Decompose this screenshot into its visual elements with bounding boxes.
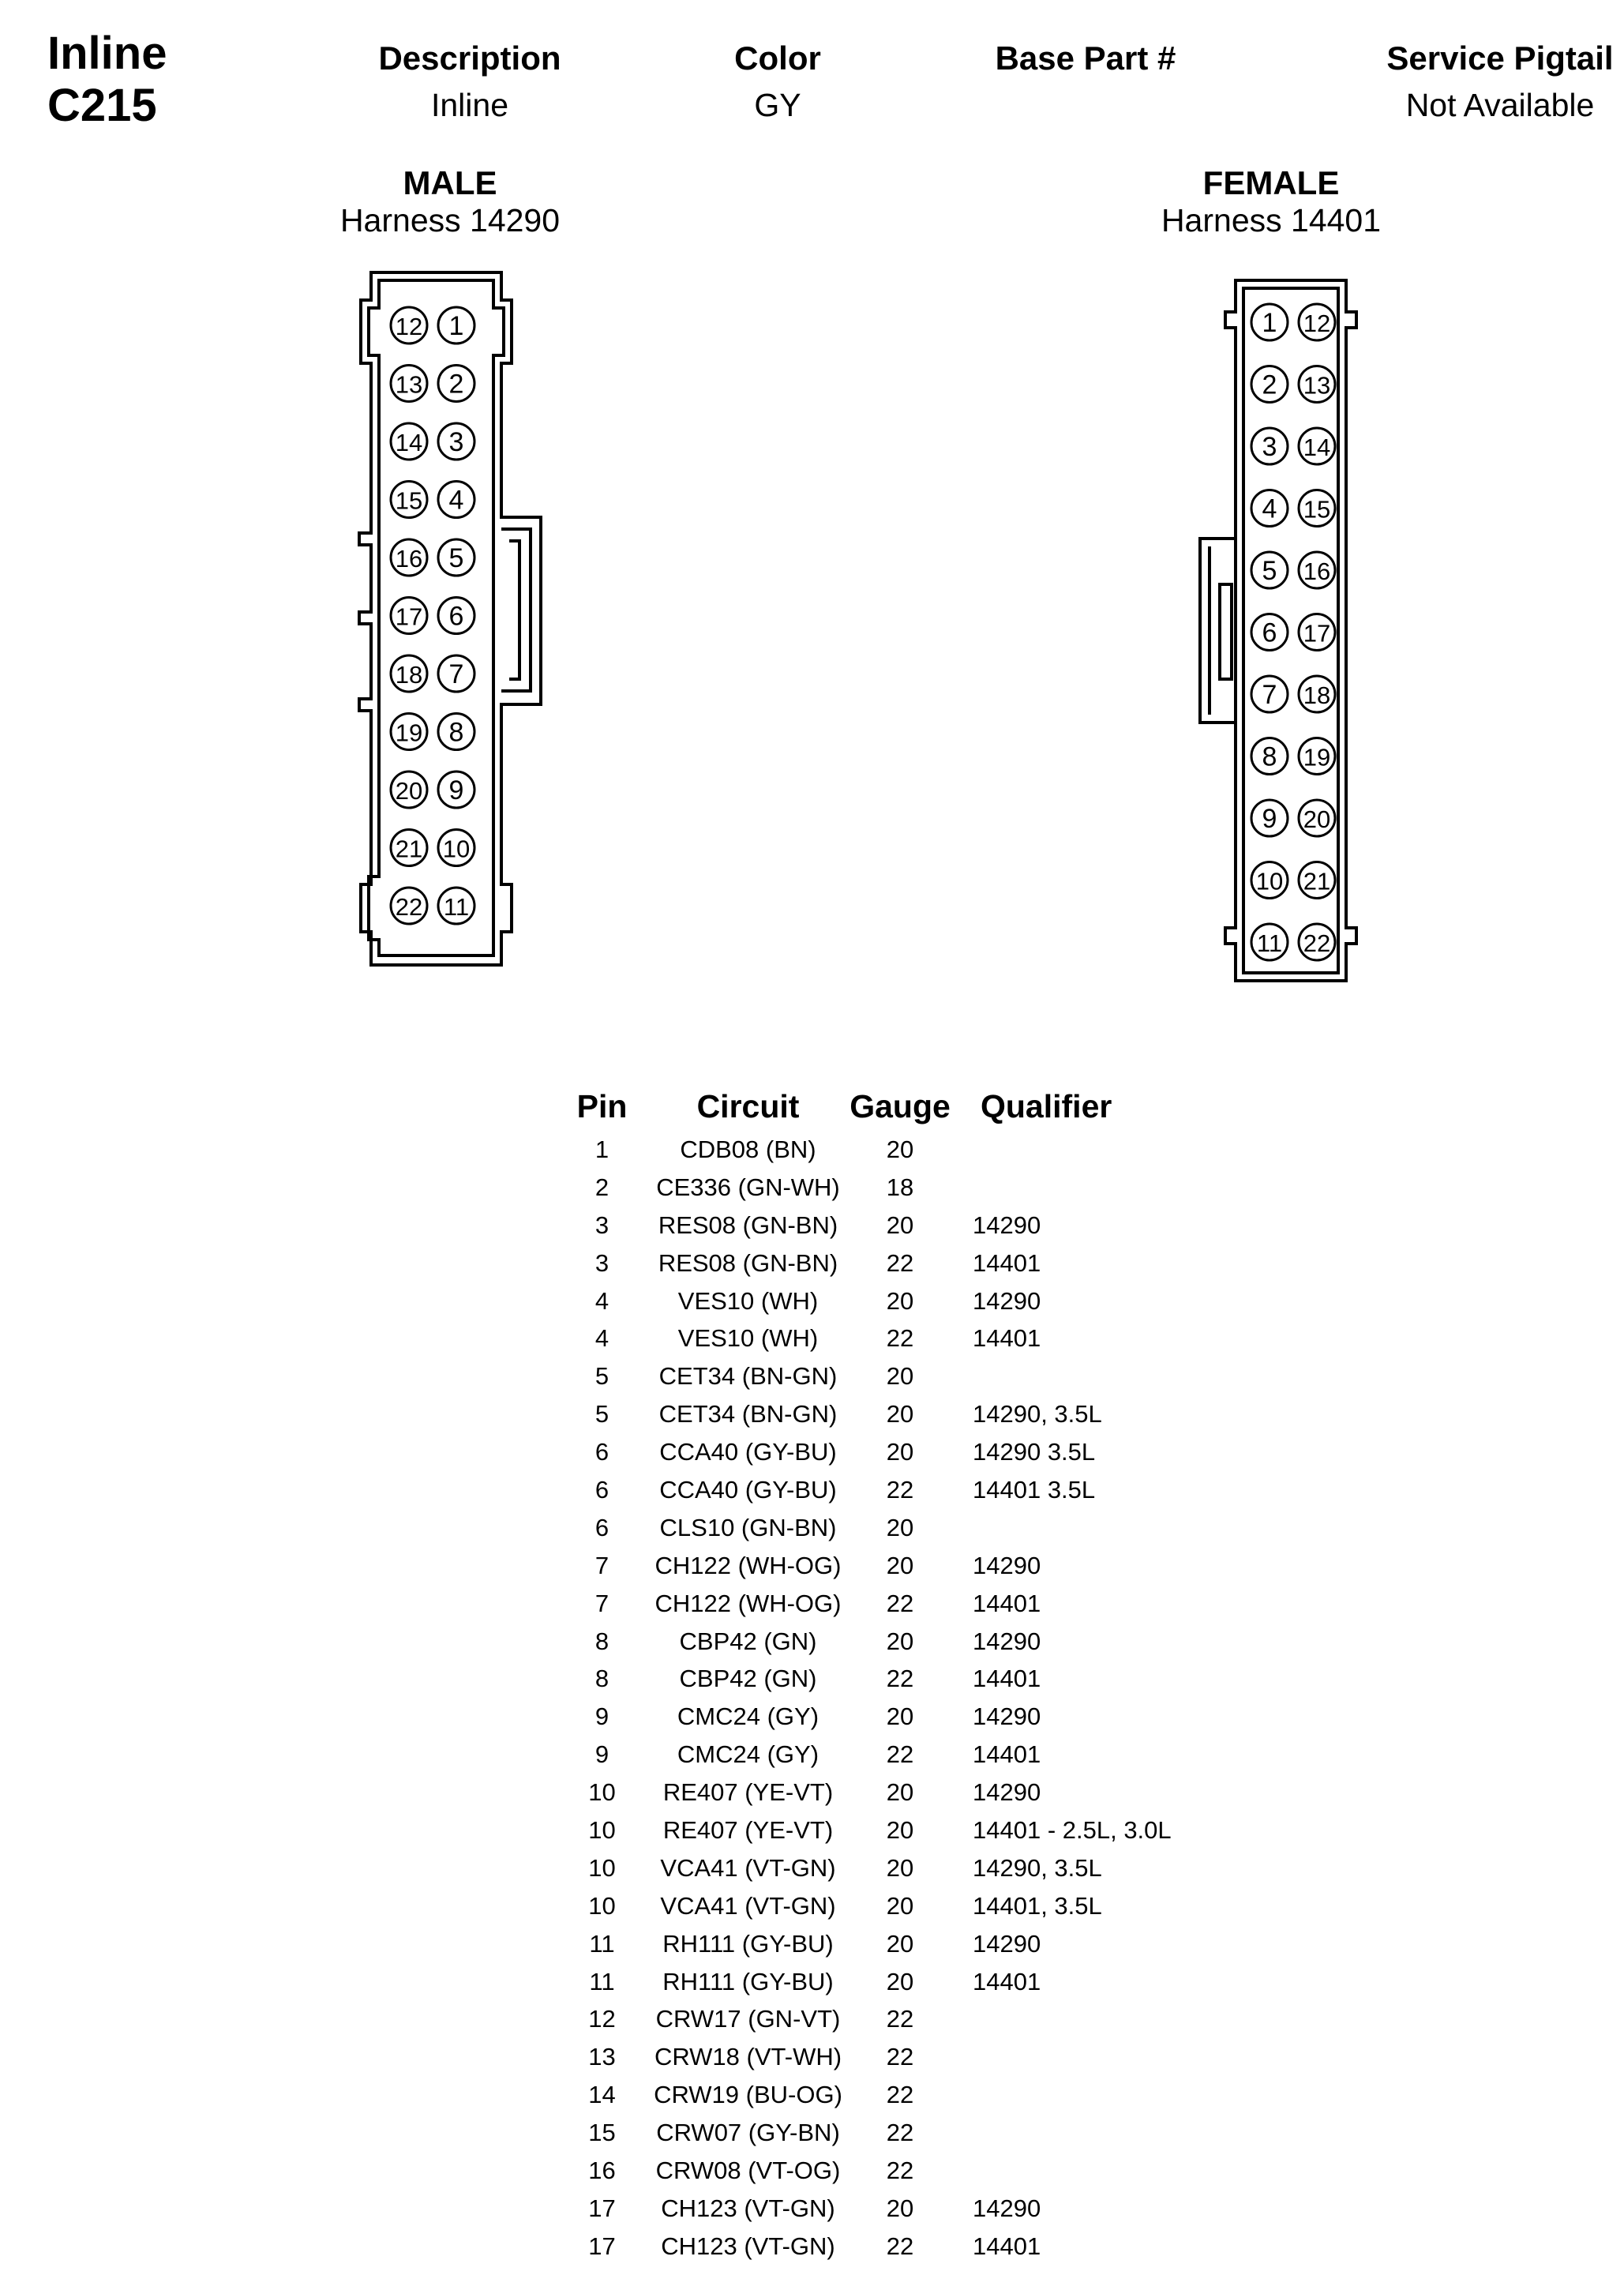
qualifier-cell xyxy=(955,2152,1202,2190)
table-row xyxy=(553,2190,1202,2228)
pin-cell: 3 xyxy=(594,1211,609,1239)
circuit-cell: VCA41 (VT-GN) xyxy=(660,1891,836,1920)
gauge-cell: 18 xyxy=(886,1173,914,1201)
table-row xyxy=(553,1963,1202,2001)
pin-cell: 5 xyxy=(594,1400,609,1428)
circuit-cell: CRW07 (GY-BN) xyxy=(656,2119,840,2147)
gauge-cell: 20 xyxy=(886,1929,914,1958)
female-pin-label: 16 xyxy=(1303,557,1331,585)
table-row xyxy=(553,2000,1202,2038)
male-pin-label: 20 xyxy=(395,777,423,805)
gauge-cell: 20 xyxy=(886,1135,914,1163)
pin-cell: 8 xyxy=(594,1627,609,1655)
table-row xyxy=(553,1660,1202,1698)
gauge-cell: 22 xyxy=(886,2119,914,2147)
circuit-cell: RH111 (GY-BU) xyxy=(662,1967,834,1995)
pin-cell: 10 xyxy=(588,1778,616,1807)
circuit-cell: CBP42 (GN) xyxy=(679,1665,817,1693)
pin-cell: 13 xyxy=(588,2043,616,2071)
female-pin-label: 6 xyxy=(1262,618,1277,648)
circuit-cell: CMC24 (GY) xyxy=(677,1740,820,1769)
male-pin-label: 14 xyxy=(395,429,423,456)
male-pin-label: 4 xyxy=(448,485,464,516)
pin-cell: 11 xyxy=(589,1967,615,1995)
circuit-cell: VES10 (WH) xyxy=(677,1286,819,1315)
pin-cell: 10 xyxy=(588,1815,616,1844)
pin-cell: 2 xyxy=(594,1173,609,1201)
male-pin-label: 1 xyxy=(448,311,464,341)
table-row xyxy=(553,1774,1202,1811)
pin-cell: 4 xyxy=(594,1286,609,1315)
qualifier-cell: 14401 3.5L xyxy=(973,1475,1096,1504)
circuit-cell: CMC24 (GY) xyxy=(677,1702,820,1731)
gauge-cell: 22 xyxy=(886,1665,914,1693)
male-title: MALE xyxy=(403,164,497,201)
qualifier-cell: 14290 xyxy=(973,1551,1041,1579)
table-row xyxy=(553,1169,1202,1207)
pin-cell: 6 xyxy=(594,1475,609,1504)
female-pin-label: 12 xyxy=(1303,310,1331,337)
gauge-cell: 22 xyxy=(886,2081,914,2109)
pin-table-header xyxy=(553,1082,1202,1131)
table-row xyxy=(553,2076,1202,2114)
female-pin-label: 15 xyxy=(1303,495,1331,524)
circuit-cell: RE407 (YE-VT) xyxy=(662,1815,834,1844)
gauge-cell: 22 xyxy=(886,1475,914,1504)
connector-id: C215 xyxy=(47,80,157,131)
pin-cell: 17 xyxy=(588,2232,616,2260)
gauge-cell: 20 xyxy=(886,1400,914,1428)
gauge-cell: 20 xyxy=(886,1967,914,1995)
female-pin-label: 5 xyxy=(1262,556,1277,586)
qualifier-cell: 14401 xyxy=(973,1740,1041,1769)
qualifier-cell: 14290 xyxy=(973,1627,1041,1655)
gauge-cell: 20 xyxy=(886,1513,914,1541)
circuit-cell: CH123 (VT-GN) xyxy=(661,2232,835,2260)
circuit-cell: RES08 (GN-BN) xyxy=(658,1248,838,1277)
gauge-cell: 22 xyxy=(886,2005,914,2033)
description-label: Description xyxy=(378,39,561,77)
male-pin-label: 16 xyxy=(395,545,423,573)
qualifier-cell: 14290 xyxy=(973,1286,1041,1315)
qualifier-cell xyxy=(955,1357,1202,1395)
table-row xyxy=(553,1395,1202,1433)
pin-cell: 11 xyxy=(589,1929,615,1958)
circuit-cell: CRW17 (GN-VT) xyxy=(655,2005,841,2033)
circuit-cell: CDB08 (BN) xyxy=(680,1135,816,1163)
gauge-cell: 20 xyxy=(886,1286,914,1315)
table-row xyxy=(553,1623,1202,1661)
description-value: Inline xyxy=(430,87,508,123)
circuit-column-header: Circuit xyxy=(696,1087,800,1124)
table-row xyxy=(553,1925,1202,1963)
table-row xyxy=(553,1698,1202,1736)
pin-cell: 6 xyxy=(594,1438,609,1466)
qualifier-cell: 14401 xyxy=(973,1665,1041,1693)
female-pin-label: 13 xyxy=(1303,371,1331,400)
qualifier-cell xyxy=(955,2076,1202,2114)
pin-cell: 10 xyxy=(588,1891,616,1920)
circuit-cell: CLS10 (GN-BN) xyxy=(659,1513,837,1541)
circuit-cell: VCA41 (VT-GN) xyxy=(660,1853,836,1882)
gauge-cell: 20 xyxy=(886,1627,914,1655)
circuit-cell: CH123 (VT-GN) xyxy=(661,2194,835,2222)
table-row xyxy=(553,2038,1202,2076)
circuit-cell: RES08 (GN-BN) xyxy=(658,1211,838,1239)
gauge-cell: 20 xyxy=(886,1211,914,1239)
table-row xyxy=(553,1547,1202,1585)
qualifier-cell xyxy=(955,2000,1202,2038)
female-pin-label: 9 xyxy=(1262,804,1277,834)
female-pin-label: 22 xyxy=(1303,929,1331,957)
table-row xyxy=(553,1811,1202,1849)
female-pin-label: 2 xyxy=(1262,370,1277,400)
qualifier-cell: 14401 - 2.5L, 3.0L xyxy=(973,1815,1172,1844)
male-pin-label: 13 xyxy=(395,370,423,399)
qualifier-column-header: Qualifier xyxy=(981,1087,1112,1124)
circuit-cell: RH111 (GY-BU) xyxy=(662,1929,834,1958)
pin-cell: 15 xyxy=(588,2119,616,2147)
gauge-cell: 22 xyxy=(886,1740,914,1769)
female-pin-label: 20 xyxy=(1303,805,1331,833)
qualifier-cell: 14401 xyxy=(973,1967,1041,1995)
gauge-cell: 20 xyxy=(886,1438,914,1466)
male-pin-label: 8 xyxy=(448,717,464,748)
qualifier-cell: 14290 xyxy=(973,1778,1041,1807)
female-pin-label: 14 xyxy=(1303,434,1331,461)
male-pin-label: 15 xyxy=(395,486,423,515)
gauge-cell: 20 xyxy=(886,1551,914,1579)
pin-cell: 12 xyxy=(588,2005,616,2033)
service-pigtail-label: Service Pigtail xyxy=(1386,39,1614,77)
circuit-cell: CRW18 (VT-WH) xyxy=(654,2043,842,2071)
table-row xyxy=(553,1509,1202,1547)
qualifier-cell xyxy=(955,1169,1202,1207)
male-pin-label: 11 xyxy=(443,893,470,921)
male-latch xyxy=(501,529,531,691)
circuit-cell: CET34 (BN-GN) xyxy=(658,1362,838,1391)
table-row xyxy=(553,1736,1202,1774)
female-harness: Harness 14401 xyxy=(1161,202,1382,238)
pin-cell: 8 xyxy=(594,1665,609,1693)
pin-cell: 10 xyxy=(588,1853,616,1882)
male-pin-label: 17 xyxy=(395,603,423,631)
male-pin-label: 7 xyxy=(448,659,464,689)
gauge-cell: 20 xyxy=(886,1778,914,1807)
female-pin-label: 8 xyxy=(1262,741,1277,772)
pin-cell: 7 xyxy=(594,1551,609,1579)
pin-cell: 1 xyxy=(594,1135,609,1163)
pin-cell: 5 xyxy=(594,1362,609,1391)
qualifier-cell xyxy=(955,2038,1202,2076)
qualifier-cell: 14401 xyxy=(973,1248,1041,1277)
table-row xyxy=(553,2228,1202,2266)
connector-title-line1: Inline xyxy=(47,28,167,79)
male-housing-inner xyxy=(369,280,504,955)
connector-title xyxy=(47,28,167,132)
circuit-cell: VES10 (WH) xyxy=(677,1324,819,1353)
circuit-cell: CBP42 (GN) xyxy=(679,1627,817,1655)
table-row xyxy=(553,1471,1202,1509)
table-row xyxy=(553,1433,1202,1471)
circuit-cell: CE336 (GN-WH) xyxy=(656,1173,840,1201)
table-row xyxy=(553,1131,1202,1169)
male-pin-label: 10 xyxy=(442,835,471,863)
color-label: Color xyxy=(734,39,821,77)
pin-cell: 7 xyxy=(594,1589,609,1617)
male-pin-label: 21 xyxy=(395,835,423,863)
qualifier-cell: 14401 xyxy=(973,1324,1041,1353)
pin-cell: 17 xyxy=(588,2194,616,2222)
pin-cell: 6 xyxy=(594,1513,609,1541)
male-connector-diagram xyxy=(347,261,553,987)
pin-cell: 4 xyxy=(594,1324,609,1353)
male-pin-label: 5 xyxy=(448,543,464,573)
female-latch xyxy=(1200,539,1236,723)
table-row xyxy=(553,1887,1202,1925)
male-pin-label: 9 xyxy=(448,775,464,805)
circuit-cell: CH122 (WH-OG) xyxy=(654,1551,842,1579)
table-row xyxy=(553,2152,1202,2190)
color-value: GY xyxy=(754,87,801,123)
pin-table xyxy=(553,1082,1202,2266)
qualifier-cell: 14290 xyxy=(973,1211,1041,1239)
qualifier-cell xyxy=(955,2114,1202,2152)
gauge-cell: 22 xyxy=(886,1324,914,1353)
male-pin-label: 18 xyxy=(395,661,423,689)
gauge-cell: 20 xyxy=(886,1891,914,1920)
qualifier-cell: 14290 xyxy=(973,1929,1041,1958)
qualifier-cell: 14290 xyxy=(973,1702,1041,1731)
gauge-cell: 22 xyxy=(886,2156,914,2184)
female-pin-label: 10 xyxy=(1255,867,1284,895)
female-pin-label: 3 xyxy=(1262,432,1277,462)
gauge-cell: 22 xyxy=(886,2043,914,2071)
table-row xyxy=(553,1849,1202,1887)
service-pigtail-value: Not Available xyxy=(1405,87,1595,123)
gauge-cell: 20 xyxy=(886,1815,914,1844)
qualifier-cell xyxy=(955,1509,1202,1547)
male-pin-label: 12 xyxy=(395,313,423,340)
base-part-label: Base Part # xyxy=(995,39,1176,77)
female-pin-label: 17 xyxy=(1303,619,1331,648)
circuit-cell: CRW19 (BU-OG) xyxy=(654,2081,842,2109)
female-pin-label: 4 xyxy=(1262,494,1277,524)
table-row xyxy=(553,1244,1202,1282)
qualifier-cell: 14401 xyxy=(973,1589,1041,1617)
male-pin-label: 2 xyxy=(448,369,464,400)
qualifier-cell: 14290, 3.5L xyxy=(973,1400,1102,1428)
gauge-cell: 20 xyxy=(886,1853,914,1882)
gauge-cell: 22 xyxy=(886,1248,914,1277)
circuit-cell: CCA40 (GY-BU) xyxy=(659,1438,837,1466)
female-pin-label: 18 xyxy=(1303,681,1331,709)
female-pin-label: 7 xyxy=(1262,680,1277,710)
circuit-cell: CH122 (WH-OG) xyxy=(654,1589,842,1617)
female-pin-label: 21 xyxy=(1303,867,1331,895)
circuit-cell: CET34 (BN-GN) xyxy=(658,1400,838,1428)
male-pin-label: 3 xyxy=(448,427,464,457)
circuit-cell: RE407 (YE-VT) xyxy=(662,1778,834,1807)
gauge-cell: 20 xyxy=(886,1702,914,1731)
female-pin-label: 11 xyxy=(1256,929,1283,957)
table-row xyxy=(553,1320,1202,1357)
female-connector-diagram xyxy=(1184,268,1390,995)
table-row xyxy=(553,2114,1202,2152)
qualifier-cell: 14401 xyxy=(973,2232,1041,2260)
gauge-cell: 20 xyxy=(886,1362,914,1391)
male-harness: Harness 14290 xyxy=(339,202,561,238)
circuit-cell: CCA40 (GY-BU) xyxy=(659,1475,837,1504)
table-row xyxy=(553,1207,1202,1244)
pin-cell: 3 xyxy=(594,1248,609,1277)
gauge-column-header: Gauge xyxy=(850,1087,951,1124)
female-title: FEMALE xyxy=(1202,164,1340,201)
gauge-cell: 22 xyxy=(886,2232,914,2260)
qualifier-cell: 14401, 3.5L xyxy=(973,1891,1102,1920)
male-pin-label: 19 xyxy=(395,719,423,747)
qualifier-cell: 14290, 3.5L xyxy=(973,1853,1102,1882)
qualifier-cell xyxy=(955,1131,1202,1169)
pin-cell: 9 xyxy=(594,1702,609,1731)
female-pin-label: 1 xyxy=(1262,308,1277,338)
table-row xyxy=(553,1585,1202,1623)
pin-cell: 16 xyxy=(588,2156,616,2184)
male-pin-label: 22 xyxy=(395,893,423,921)
table-row xyxy=(553,1357,1202,1395)
pin-column-header: Pin xyxy=(576,1087,628,1124)
qualifier-cell: 14290 xyxy=(973,2194,1041,2222)
qualifier-cell: 14290 3.5L xyxy=(973,1438,1096,1466)
gauge-cell: 22 xyxy=(886,1589,914,1617)
circuit-cell: CRW08 (VT-OG) xyxy=(655,2156,841,2184)
female-pin-label: 19 xyxy=(1303,743,1331,771)
table-row xyxy=(553,1282,1202,1320)
male-pin-label: 6 xyxy=(448,601,464,632)
pin-cell: 9 xyxy=(594,1740,609,1769)
pin-cell: 14 xyxy=(588,2081,616,2109)
gauge-cell: 20 xyxy=(886,2194,914,2222)
